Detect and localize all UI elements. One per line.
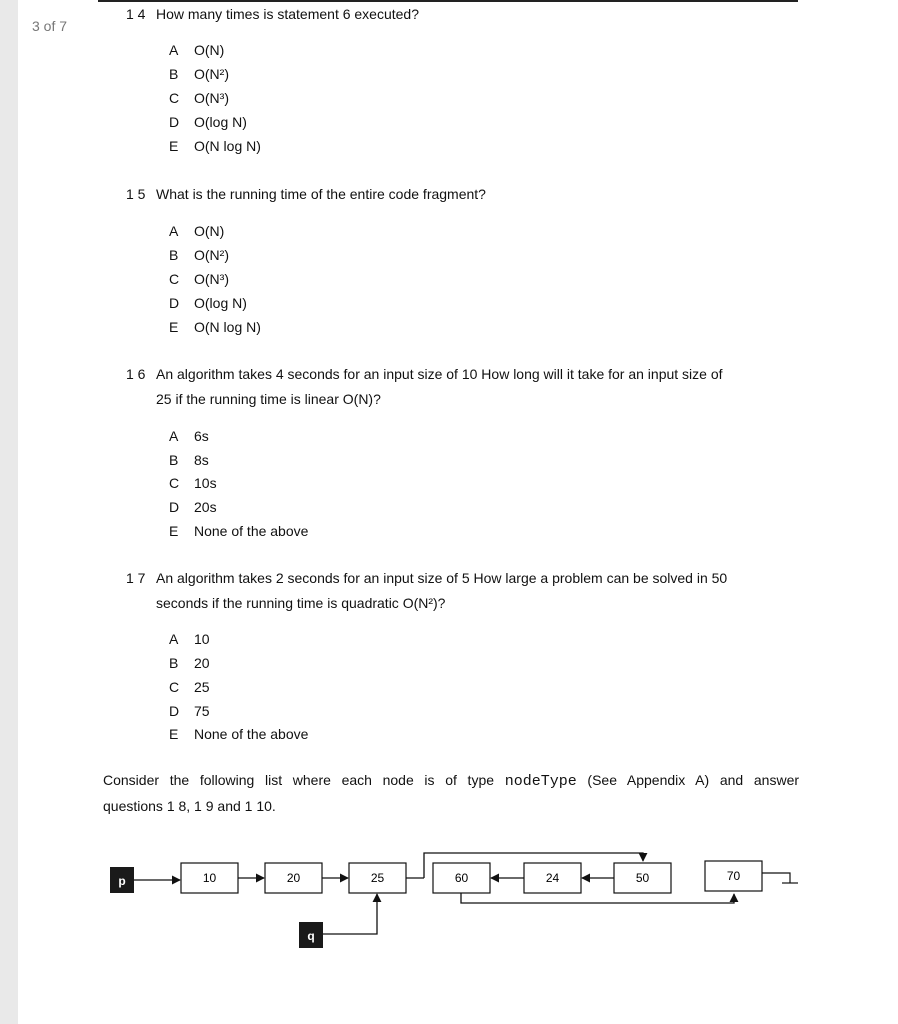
option-text: O(N)	[194, 42, 225, 58]
question-number: 1 5	[126, 186, 146, 202]
option-letter: E	[169, 523, 179, 539]
option-text: O(N log N)	[194, 319, 261, 335]
option-letter: B	[169, 452, 179, 468]
pointer-p	[110, 867, 134, 893]
null-terminator	[762, 873, 790, 883]
option-letter: C	[169, 271, 180, 287]
question-text: An algorithm takes 2 seconds for an input size of 5 How large a problem can be solved in 50	[156, 570, 728, 586]
question-text: How many times is statement 6 executed?	[156, 6, 420, 22]
option-letter: E	[169, 138, 179, 154]
option-text: O(N log N)	[194, 138, 261, 154]
question-number: 1 7	[126, 570, 146, 586]
option-text: None of the above	[194, 523, 309, 539]
arrow-q-to-25	[323, 894, 377, 934]
option-text: 25	[194, 679, 210, 695]
option-text: O(N³)	[194, 90, 229, 106]
intro-text-after: (See Appendix A) and answer	[587, 772, 800, 788]
question-number: 1 6	[126, 366, 146, 382]
option-text: O(log N)	[194, 114, 247, 130]
option-letter: C	[169, 679, 180, 695]
option-letter: D	[169, 703, 180, 719]
question-number: 1 4	[126, 6, 146, 22]
option-text: 20	[194, 655, 210, 671]
option-text: 10	[194, 631, 210, 647]
pointer-q	[299, 922, 323, 948]
option-letter: D	[169, 295, 180, 311]
option-text: 6s	[194, 428, 209, 444]
node-25-value: 25	[370, 871, 385, 885]
node-10	[181, 863, 238, 893]
node-70-value: 70	[726, 869, 741, 883]
node-24	[524, 863, 581, 893]
intro-code: nodeType	[504, 773, 577, 790]
page-indicator: 3 of 7	[32, 18, 68, 34]
node-20-value: 20	[286, 871, 301, 885]
question-text-continued: seconds if the running time is quadratic O(N²)?	[156, 595, 446, 611]
intro-text: Consider the following list where each node is of type	[103, 772, 495, 788]
node-50-value: 50	[635, 871, 650, 885]
intro-line-2: questions 1 8, 1 9 and 1 10.	[103, 798, 276, 814]
option-letter: D	[169, 114, 180, 130]
option-letter: B	[169, 66, 179, 82]
option-letter: C	[169, 475, 180, 491]
question-text: What is the running time of the entire code fragment?	[156, 186, 486, 202]
option-letter: D	[169, 499, 180, 515]
option-text: O(N²)	[194, 247, 229, 263]
option-text: O(N)	[194, 223, 225, 239]
node-60-value: 60	[454, 871, 469, 885]
node-50	[614, 863, 671, 893]
option-text: 20s	[194, 499, 217, 515]
pointer-q-label: q	[307, 929, 315, 943]
option-letter: C	[169, 90, 180, 106]
option-letter: A	[169, 428, 179, 444]
option-letter: A	[169, 631, 179, 647]
option-text: O(log N)	[194, 295, 247, 311]
node-25	[349, 863, 406, 893]
option-text: 75	[194, 703, 210, 719]
option-text: O(N³)	[194, 271, 229, 287]
node-24-value: 24	[545, 871, 560, 885]
option-letter: B	[169, 247, 179, 263]
question-text: An algorithm takes 4 seconds for an input size of 10 How long will it take for an input size of	[156, 366, 723, 382]
node-60	[433, 863, 490, 893]
option-letter: B	[169, 655, 179, 671]
node-10-value: 10	[202, 871, 217, 885]
option-text: 10s	[194, 475, 217, 491]
option-text: None of the above	[194, 726, 309, 742]
option-letter: A	[169, 42, 179, 58]
option-text: 8s	[194, 452, 209, 468]
pointer-p-label: p	[118, 874, 126, 888]
node-20	[265, 863, 322, 893]
question-text-continued: 25 if the running time is linear O(N)?	[156, 391, 381, 407]
option-letter: E	[169, 726, 179, 742]
node-70	[705, 861, 762, 891]
option-letter: E	[169, 319, 179, 335]
option-text: O(N²)	[194, 66, 229, 82]
arrow-60-to-70	[461, 893, 734, 903]
option-letter: A	[169, 223, 179, 239]
